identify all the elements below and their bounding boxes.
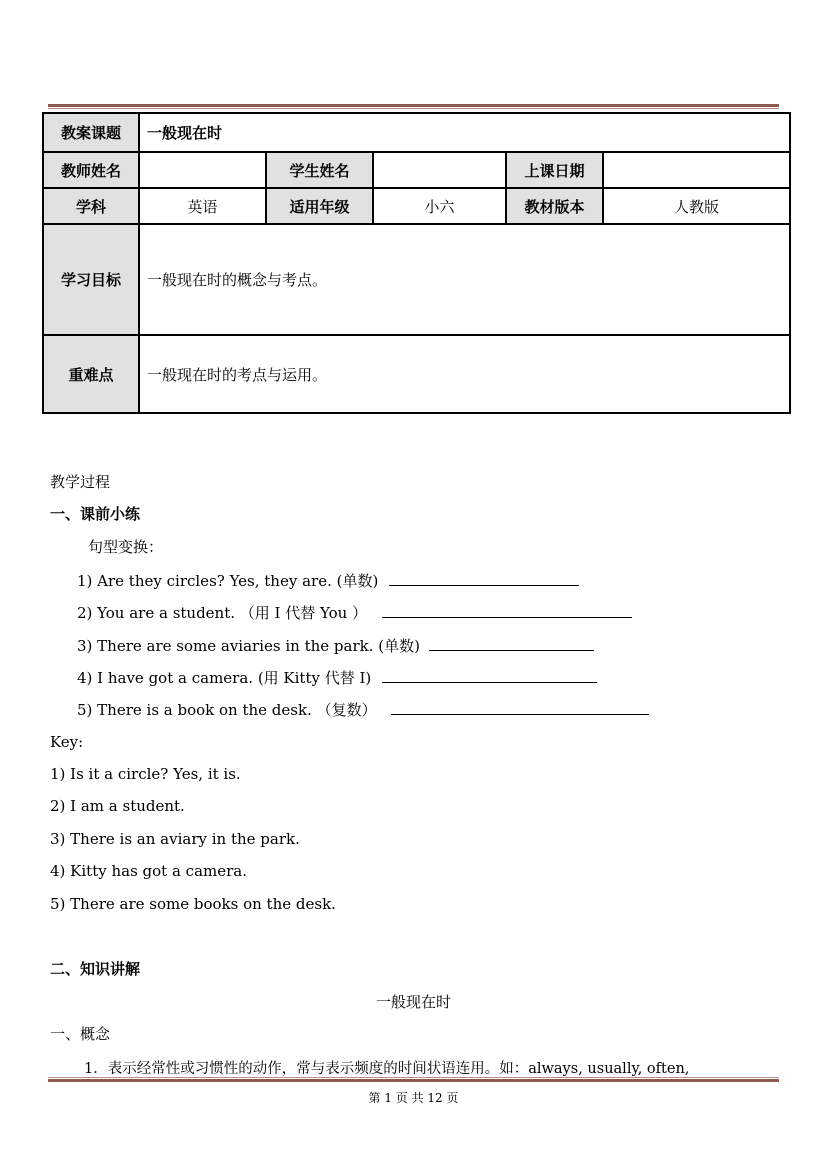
edition-value: 人教版 xyxy=(603,188,790,224)
exercise-text: 3) There are some aviaries in the park. (单数) xyxy=(77,637,420,655)
subject-value: 英语 xyxy=(139,188,266,224)
topic-label: 教案课题 xyxy=(43,113,139,152)
subject-label: 学科 xyxy=(43,188,139,224)
answer-blank[interactable] xyxy=(429,636,594,651)
answer-line: 1) Is it a circle? Yes, it is. xyxy=(50,765,241,783)
exercise-item xyxy=(77,699,649,720)
answer-line: 5) There are some books on the desk. xyxy=(50,895,336,913)
section2-title: 一般现在时 xyxy=(375,993,451,1011)
exercise-item xyxy=(77,635,594,656)
edition-label: 教材版本 xyxy=(506,188,603,224)
answer-blank[interactable] xyxy=(382,668,597,683)
concept-line: 1．表示经常性或习惯性的动作，常与表示频度的时间状语连用。如：always, usually, often, xyxy=(84,1061,690,1077)
exercise-text: 5) There is a book on the desk. （复数） xyxy=(77,701,377,719)
key-points-value: 一般现在时的考点与运用。 xyxy=(139,335,790,413)
grade-value: 小六 xyxy=(373,188,506,224)
exercise-text: 2) You are a student. （用 I 代替 You ） xyxy=(77,604,368,622)
header-rule xyxy=(48,104,779,110)
answer-line: 2) I am a student. xyxy=(50,797,185,815)
section1-heading: 一、课前小练 xyxy=(50,505,141,523)
teacher-label: 教师姓名 xyxy=(43,152,139,188)
lesson-info-table xyxy=(42,112,791,414)
date-label: 上课日期 xyxy=(506,152,603,188)
exercise-item xyxy=(77,602,632,623)
teacher-value xyxy=(139,152,266,188)
answer-line: 4) Kitty has got a camera. xyxy=(50,862,247,880)
exercise-item xyxy=(77,570,579,591)
answer-blank[interactable] xyxy=(382,603,632,618)
grade-label: 适用年级 xyxy=(266,188,373,224)
key-label: Key: xyxy=(50,733,84,751)
exercise-text: 1) Are they circles? Yes, they are. (单数) xyxy=(77,572,379,590)
student-value xyxy=(373,152,506,188)
process-title: 教学过程 xyxy=(50,473,111,491)
page-number: 第 1 页 共 12 页 xyxy=(368,1091,459,1105)
key-points-label: 重难点 xyxy=(43,335,139,413)
section2-heading: 二、知识讲解 xyxy=(50,960,141,978)
student-label: 学生姓名 xyxy=(266,152,373,188)
answer-blank[interactable] xyxy=(391,700,649,715)
goal-label: 学习目标 xyxy=(43,224,139,335)
answer-blank[interactable] xyxy=(389,571,579,586)
footer-rule xyxy=(48,1077,779,1083)
answer-line: 3) There is an aviary in the park. xyxy=(50,830,300,848)
topic-value: 一般现在时 xyxy=(139,113,790,152)
concept-heading: 一、概念 xyxy=(50,1025,111,1043)
goal-value: 一般现在时的概念与考点。 xyxy=(139,224,790,335)
date-value xyxy=(603,152,790,188)
exercise-item xyxy=(77,667,597,688)
section1-subheading: 句型变换： xyxy=(88,538,164,556)
exercise-text: 4) I have got a camera. (用 Kitty 代替 I) xyxy=(77,669,372,687)
